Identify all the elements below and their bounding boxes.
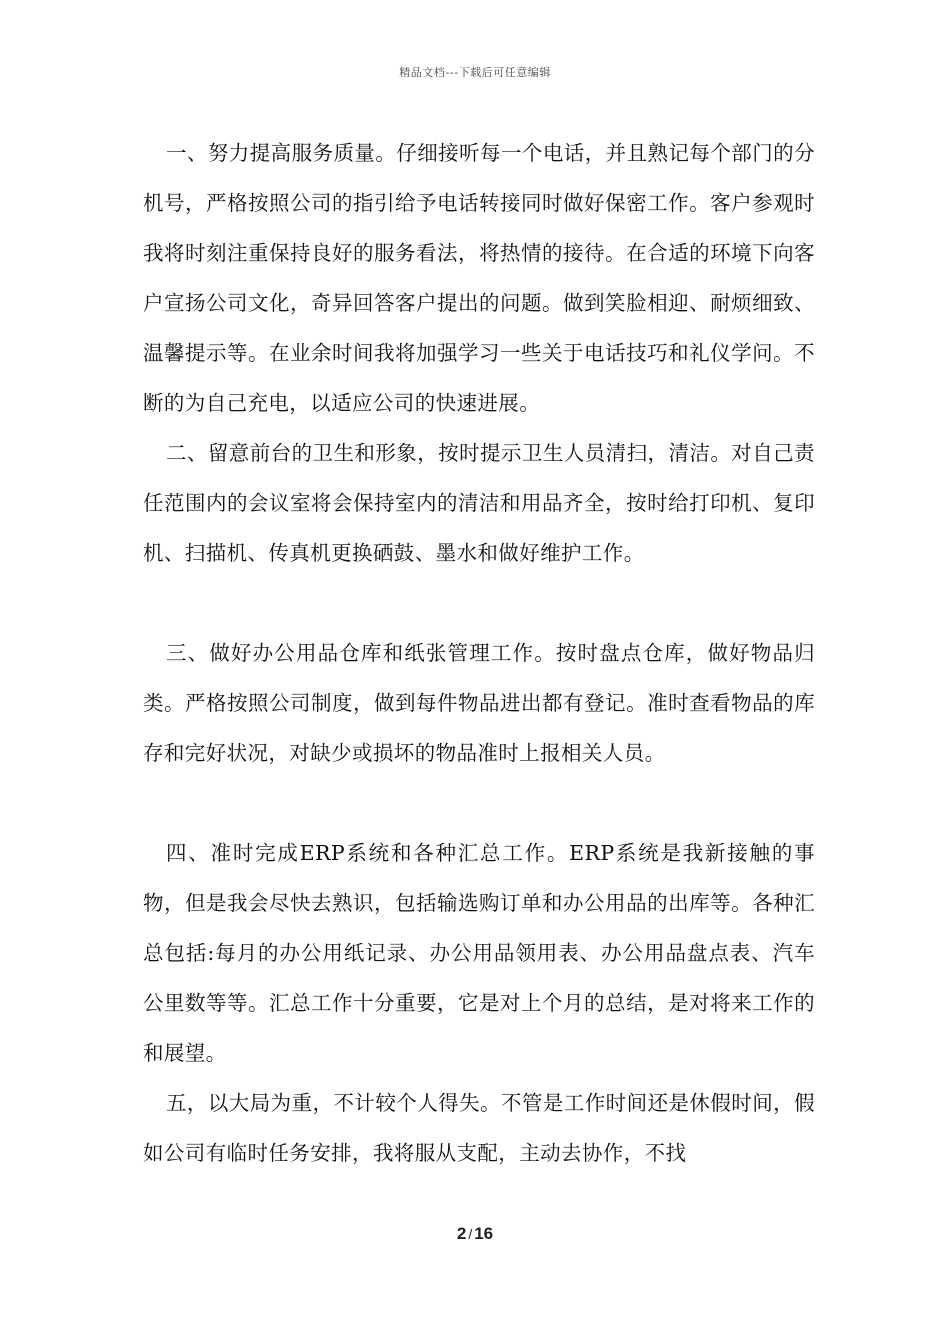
page-header: 精品文档---下载后可任意编辑 — [399, 66, 551, 79]
paragraph-1: 一、努力提高服务质量。仔细接听每一个电话，并且熟记每个部门的分机号，严格按照公司的指引给予电话转接同时做好保密工作。客户参观时我将时刻注重保持良好的服务看法，将热情的接待。在合适的环境下向客户宣扬公司文化，奇异回答客户提出的问题。做到笑脸相迎、耐烦细致、温馨提示等。在业余时间我将加强学习一些关于电话技巧和礼仪学问。不断的为自己充电，以适应公司的快速进展。 — [143, 141, 815, 415]
paragraph-spacer — [143, 578, 815, 628]
page-number — [0, 1224, 950, 1244]
paragraph-4: 四、准时完成ERP系统和各种汇总工作。ERP系统是我新接触的事物，但是我会尽快去熟识，包括输选购订单和办公用品的出库等。各种汇总包括:每月的办公用纸记录、办公用品领用表、办公用品盘点表、汽车公里数等等。汇总工作十分重要，它是对上个月的总结，是对将来工作的和展望。 — [143, 841, 815, 1065]
page-separator: / — [468, 1226, 473, 1242]
paragraph-5: 五，以大局为重，不计较个人得失。不管是工作时间还是休假时间，假如公司有临时任务安排，我将服从支配，主动去协作，不找 — [143, 1091, 815, 1165]
paragraph-3: 三、做好办公用品仓库和纸张管理工作。按时盘点仓库，做好物品归类。严格按照公司制度，做到每件物品进出都有登记。准时查看物品的库存和完好状况，对缺少或损坏的物品准时上报相关人员。 — [143, 641, 815, 765]
paragraph-2: 二、留意前台的卫生和形象，按时提示卫生人员清扫，清洁。对自己责任范围内的会议室将会保持室内的清洁和用品齐全，按时给打印机、复印机、扫描机、传真机更换硒鼓、墨水和做好维护工作。 — [143, 441, 815, 565]
document-body — [143, 128, 815, 1178]
total-pages-number: 16 — [474, 1224, 494, 1243]
current-page-number: 2 — [456, 1224, 467, 1243]
paragraph-spacer — [143, 778, 815, 828]
